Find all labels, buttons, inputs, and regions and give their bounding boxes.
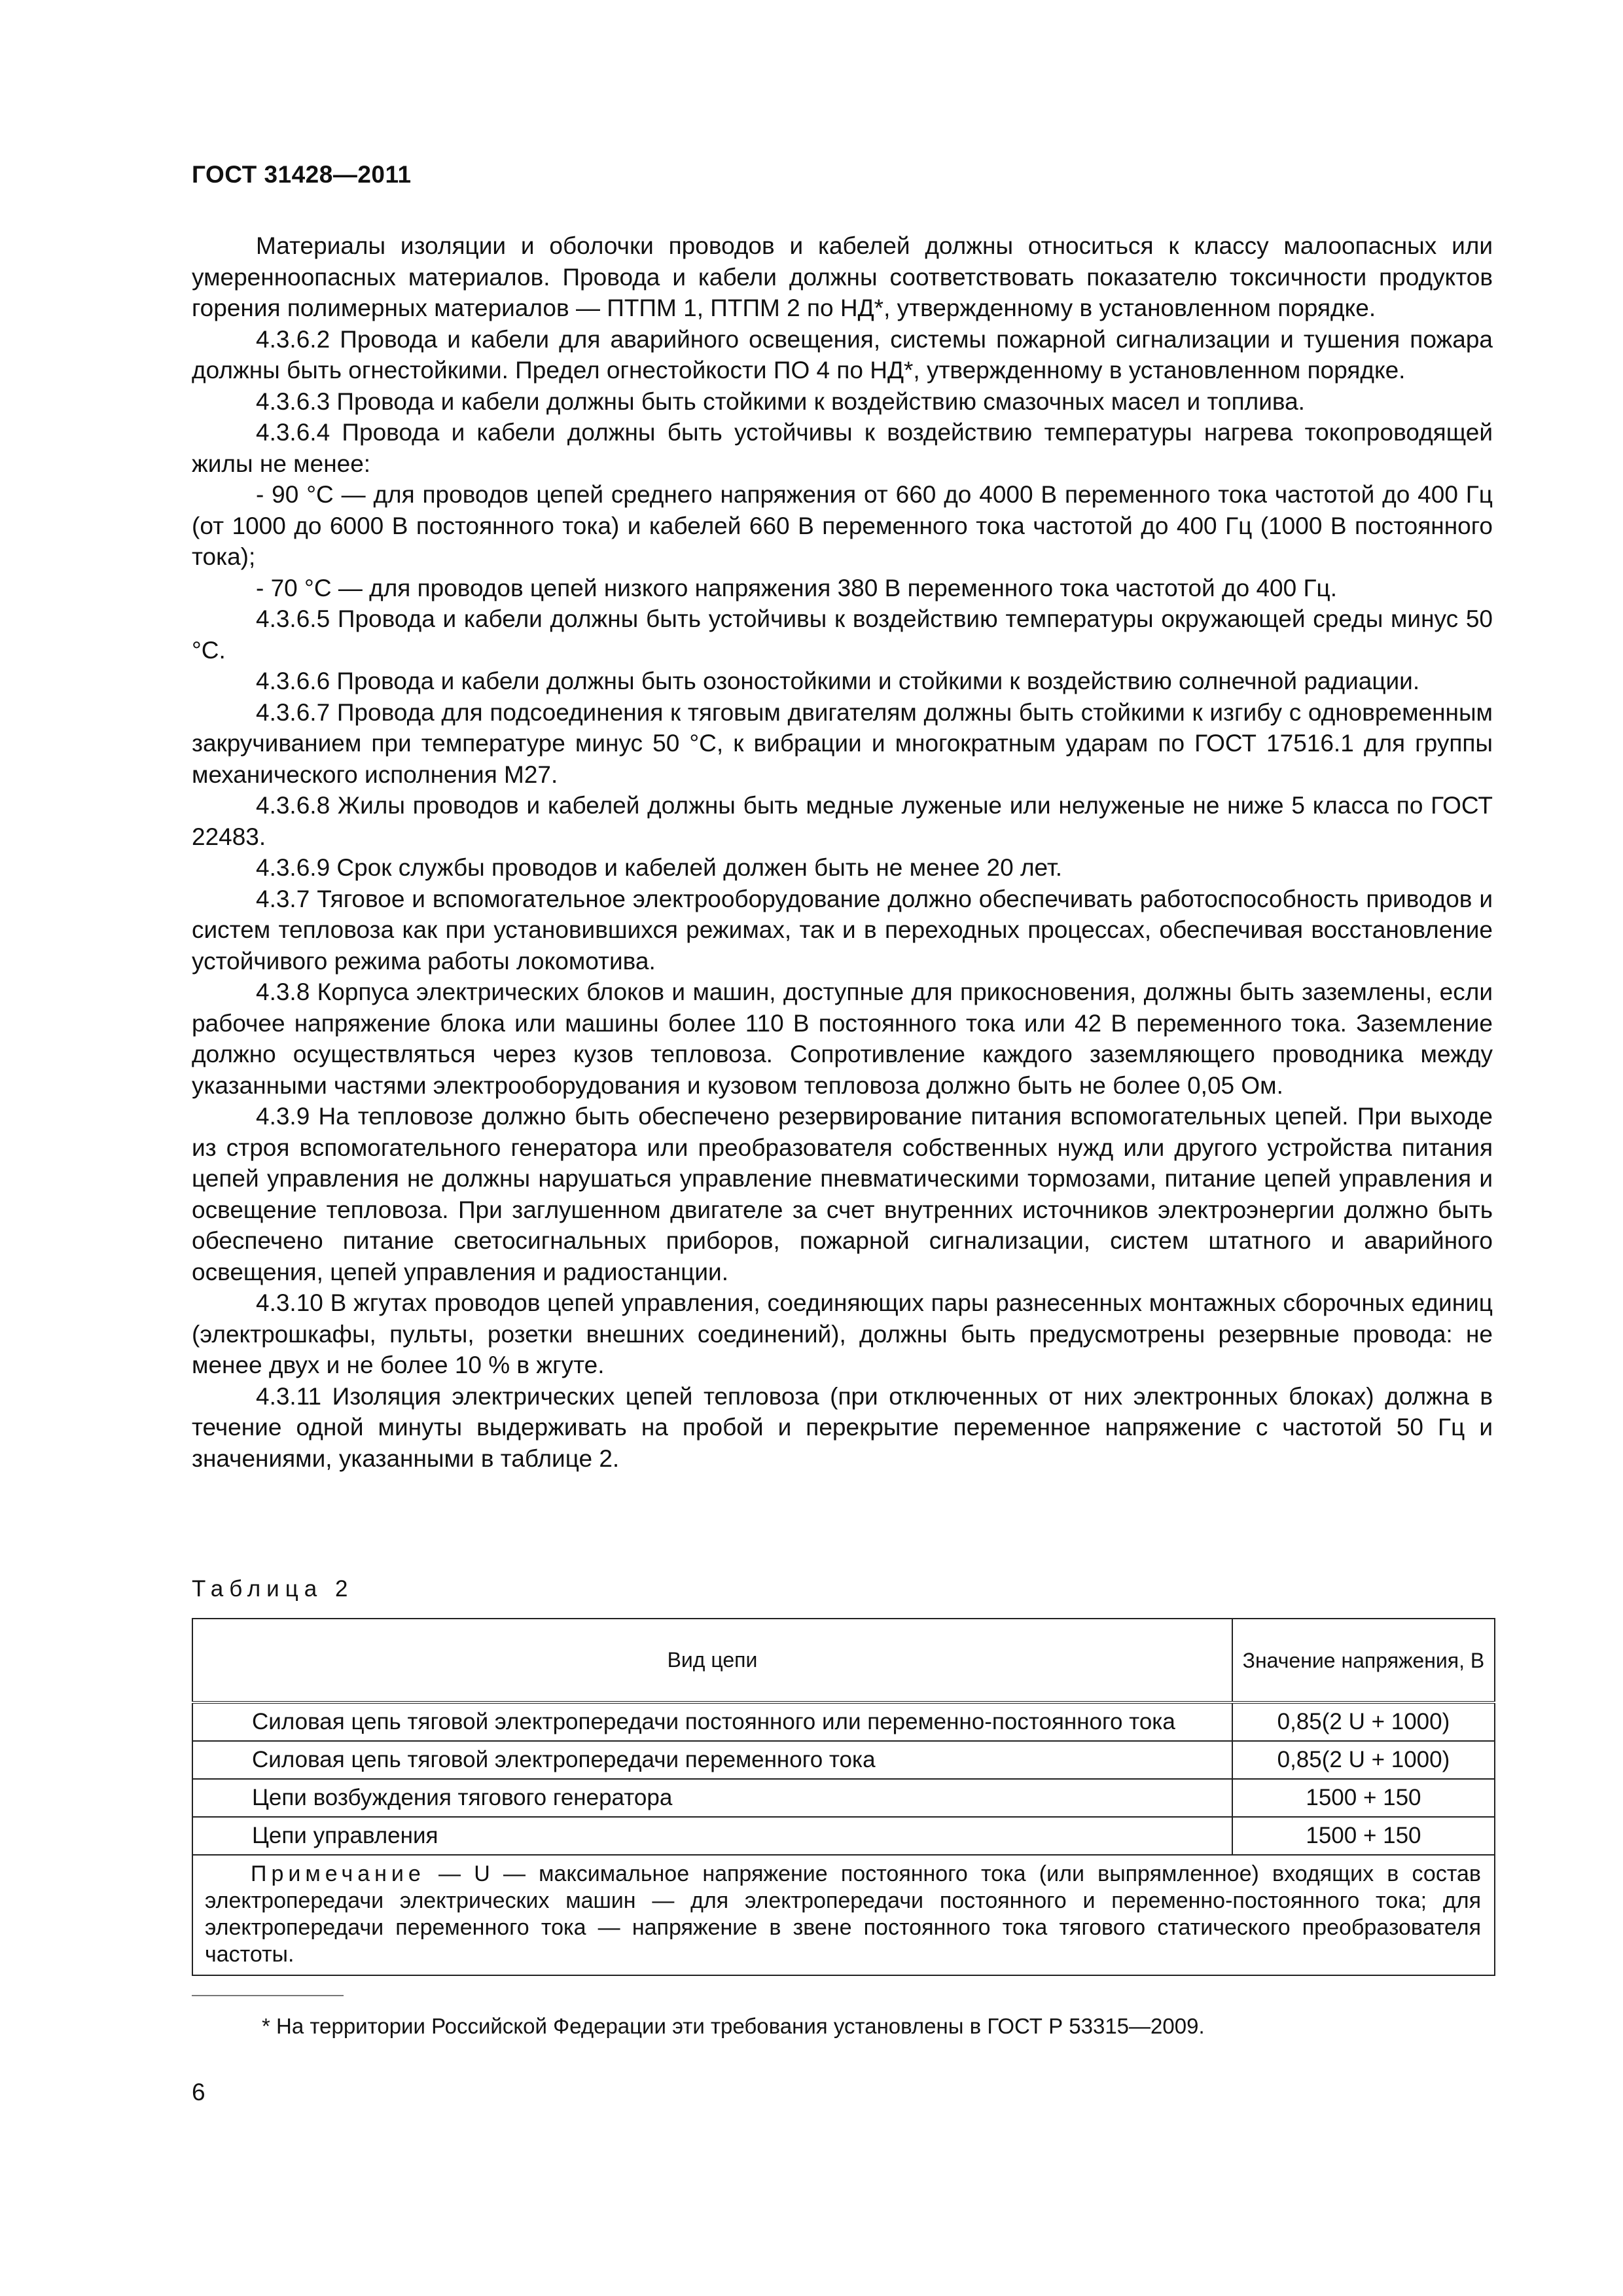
paragraph-4-3-6-2: 4.3.6.2 Провода и кабели для аварийного освещения, системы пожарной сигнализации и тушения пожара должны быть огнестойкими. Предел огнестойкости ПО 4 по НД*, утвержденному в установленном порядке.	[192, 325, 1493, 384]
table-row	[192, 1702, 1495, 1741]
table-row	[192, 1817, 1495, 1855]
paragraph-4-3-6-7: 4.3.6.7 Провода для подсоединения к тяговым двигателям должны быть стойкими к изгибу с одновременным закручиванием при температуре минус 50 °С, к вибрации и многократным ударам по ГОСТ 17516.1 для группы механического исполнения М27.	[192, 698, 1493, 788]
table-header-row	[192, 1619, 1495, 1702]
paragraph-4-3-6-8: 4.3.6.8 Жилы проводов и кабелей должны быть медные луженые или нелуженые не ниже 5 класса по ГОСТ 22483.	[192, 792, 1493, 850]
voltage-cell: 0,85(2 U + 1000)	[1232, 1741, 1495, 1779]
paragraph-4-3-7: 4.3.7 Тяговое и вспомогательное электрооборудование должно обеспечивать работоспособность приводов и систем тепловоза как при установившихся режимах, так и в переходных процессах, обеспечивая восстановление устойчивого режима работы локомотива.	[192, 885, 1493, 975]
body-text	[192, 230, 1493, 1474]
circuit-cell: Цепи управления	[192, 1817, 1232, 1855]
paragraph-4-3-6-3: 4.3.6.3 Провода и кабели должны быть стойкими к воздействию смазочных масел и топлива.	[256, 387, 1305, 415]
voltage-cell: 1500 + 150	[1232, 1779, 1495, 1817]
circuit-cell: Цепи возбуждения тягового генератора	[192, 1779, 1232, 1817]
paragraph-4-3-8: 4.3.8 Корпуса электрических блоков и машин, доступные для прикосновения, должны быть заземлены, если рабочее напряжение блока или машины более 110 В постоянного тока или 42 В переменного тока. Заземление должно осуществляться через кузов тепловоза. Сопротивление каждого заземляющего проводника между указанными частями электрооборудования и кузовом тепловоза должно быть не более 0,05 Ом.	[192, 978, 1493, 1099]
paragraph-4-3-11: 4.3.11 Изоляция электрических цепей тепловоза (при отключенных от них электронных блоках) должна в течение одной минуты выдерживать на пробой и перекрытие переменное напряжение с частотой 50 Гц и значениями, указанными в таблице 2.	[192, 1382, 1493, 1472]
circuit-cell: Силовая цепь тяговой электропередачи переменного тока	[192, 1741, 1232, 1779]
voltage-cell: 0,85(2 U + 1000)	[1232, 1702, 1495, 1741]
paragraph-4-3-6-5: 4.3.6.5 Провода и кабели должны быть устойчивы к воздействию температуры окружающей среды минус 50 °С.	[192, 605, 1493, 664]
paragraph-4-3-6-9: 4.3.6.9 Срок службы проводов и кабелей должен быть не менее 20 лет.	[256, 854, 1063, 881]
column-header-voltage: Значение напряжения, В	[1232, 1619, 1495, 1702]
voltage-table	[192, 1618, 1495, 1976]
circuit-cell: Силовая цепь тяговой электропередачи постоянного или переменно-постоянного тока	[192, 1702, 1232, 1741]
paragraph-4-3-6-6: 4.3.6.6 Провода и кабели должны быть озоностойкими и стойкими к воздействию солнечной радиации.	[256, 668, 1420, 694]
table-row	[192, 1779, 1495, 1817]
table-note-row	[192, 1855, 1495, 1975]
note-text: — U — максимальное напряжение постоянного тока (или выпрямленное) входящих в состав электропередачи электрических машин — для электропередачи постоянного и переменно-постоянного тока; для электропередачи переменного тока — напряжение в звене постоянного тока тягового статического преобразователя частоты.	[205, 1861, 1481, 1967]
paragraph-4-3-10: 4.3.10 В жгутах проводов цепей управления, соединяющих пары разнесенных монтажных сборочных единиц (электрошкафы, пульты, розетки внешних соединений), должны быть предусмотрены резервные провода: не менее двух и не более 10 % в жгуте.	[192, 1289, 1493, 1378]
paragraph-insulation-materials: Материалы изоляции и оболочки проводов и кабелей должны относиться к классу малоопасных или умеренноопасных материалов. Провода и кабели должны соответствовать показателю токсичности продуктов горения полимерных материалов — ПТПМ 1, ПТПМ 2 по НД*, утвержденному в установленном порядке.	[192, 232, 1493, 321]
table-row	[192, 1741, 1495, 1779]
voltage-cell: 1500 + 150	[1232, 1817, 1495, 1855]
page-number: 6	[192, 2079, 205, 2106]
table-caption: Таблица 2	[192, 1576, 354, 1602]
document-header-id: ГОСТ 31428—2011	[192, 161, 412, 188]
paragraph-4-3-9: 4.3.9 На тепловозе должно быть обеспечено резервирование питания вспомогательных цепей. При выходе из строя вспомогательного генератора или преобразователя собственных нужд или другого устройства питания цепей управления не должны нарушаться управление пневматическими тормозами, питание цепей управления и освещение тепловоза. При заглушенном двигателе за счет внутренних источников электроэнергии должно быть обеспечено питание светосигнальных приборов, пожарной сигнализации, систем штатного и аварийного освещения, цепей управления и радиостанции.	[192, 1103, 1493, 1285]
paragraph-4-3-6-4: 4.3.6.4 Провода и кабели должны быть устойчивы к воздействию температуры нагрева токопроводящей жилы не менее:	[192, 419, 1493, 477]
footnote-divider	[192, 1995, 344, 1996]
table-note	[192, 1855, 1495, 1975]
note-label: Примечание	[251, 1861, 425, 1886]
list-item-70c: - 70 °С — для проводов цепей низкого напряжения 380 В переменного тока частотой до 400 Гц.	[256, 574, 1337, 601]
list-item-90c: - 90 °С — для проводов цепей среднего напряжения от 660 до 4000 В переменного тока частотой до 400 Гц (от 1000 до 6000 В постоянного тока) и кабелей 660 В переменного тока частотой до 400 Гц (1000 В постоянного тока);	[192, 481, 1493, 570]
column-header-circuit: Вид цепи	[192, 1619, 1232, 1702]
footnote: * На территории Российской Федерации эти требования установлены в ГОСТ Р 53315—2009.	[262, 2014, 1205, 2038]
